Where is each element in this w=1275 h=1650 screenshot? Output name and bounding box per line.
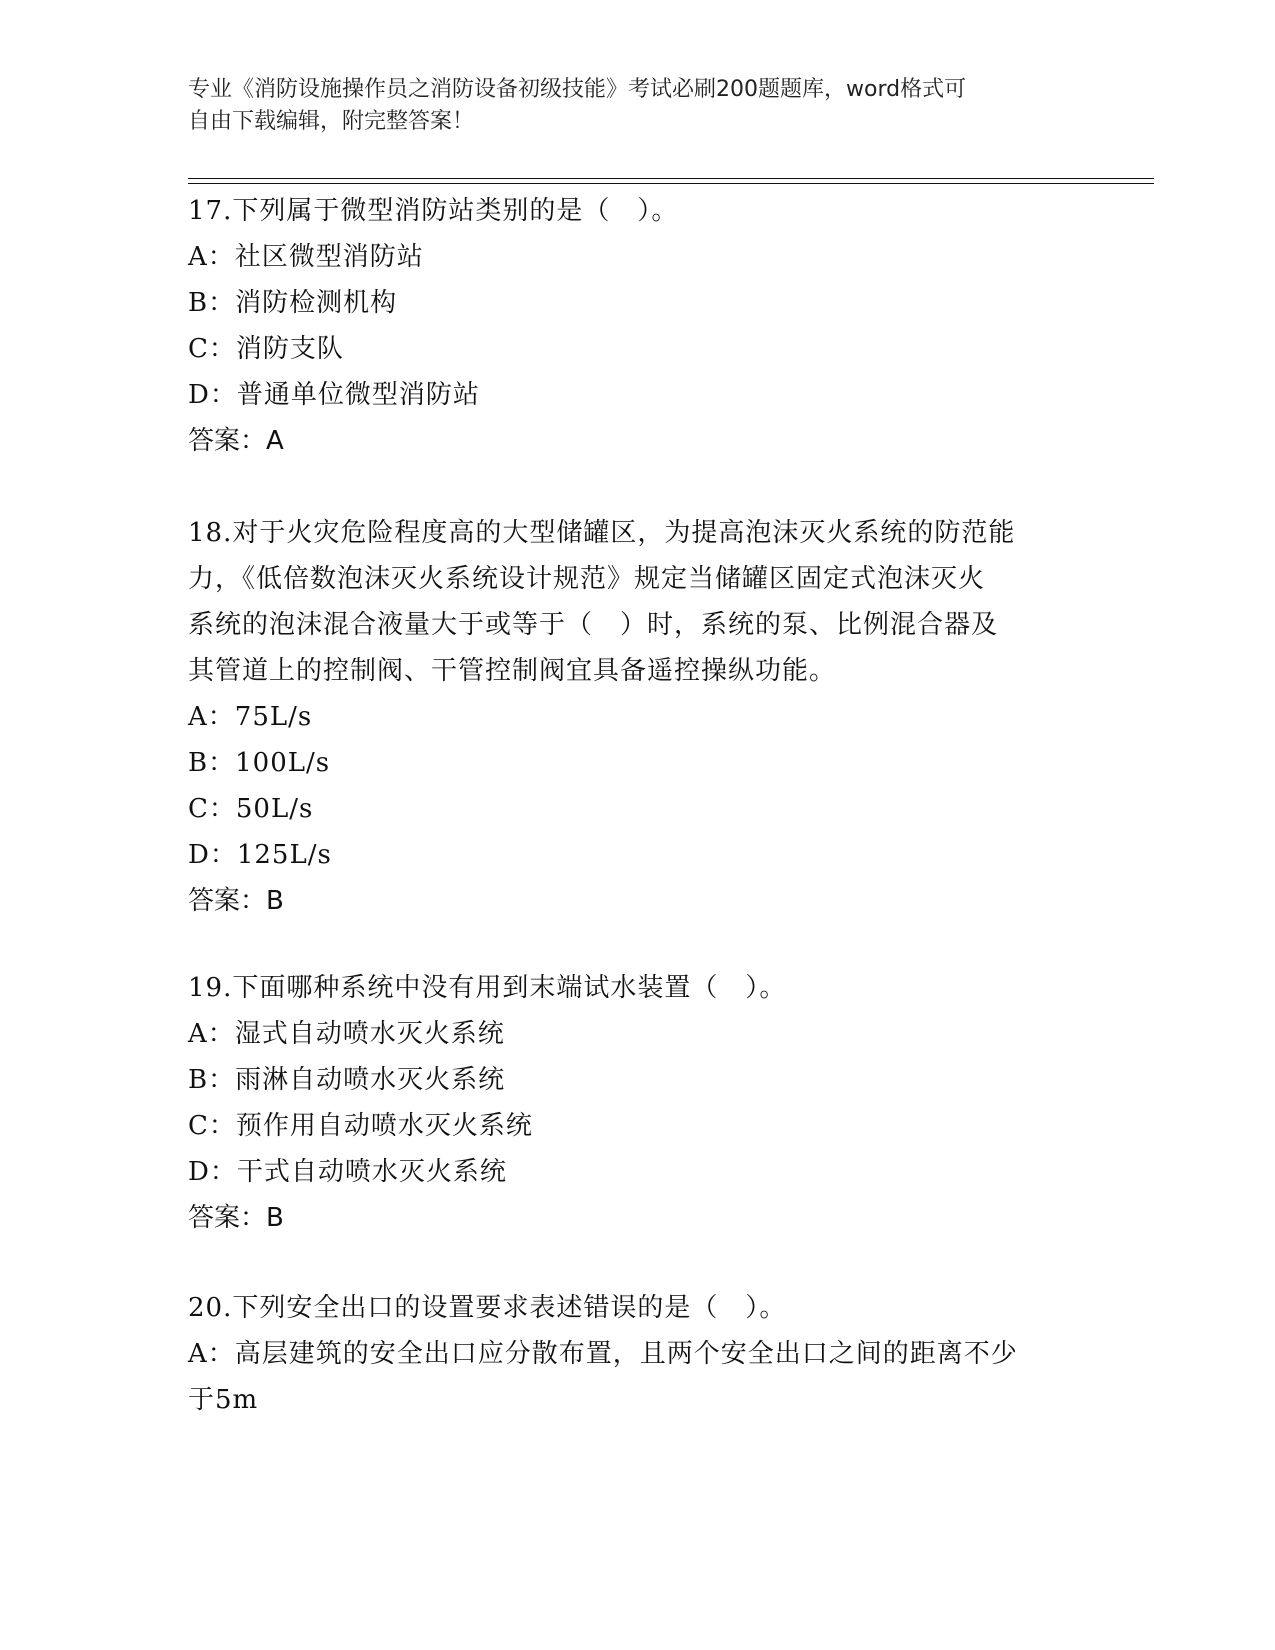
option-b: B：雨淋自动喷水灭火系统: [188, 1065, 506, 1095]
question-stem: 17.下列属于微型消防站类别的是（ ）。: [188, 196, 679, 226]
answer: 答案：B: [188, 886, 284, 916]
option-a: A：湿式自动喷水灭火系统: [188, 1019, 505, 1049]
option-a: A：社区微型消防站: [188, 242, 424, 272]
option-b: B：消防检测机构: [188, 288, 398, 318]
question-stem: 19.下面哪种系统中没有用到末端试水装置（ ）。: [188, 973, 787, 1003]
option-a-line-2: 于5m: [188, 1385, 259, 1415]
option-b: B：100L/s: [188, 748, 331, 778]
option-d: D：干式自动喷水灭火系统: [188, 1157, 507, 1187]
option-c: C：50L/s: [188, 794, 314, 824]
header-divider-top: [188, 178, 1154, 179]
header-line-2: 自由下载编辑，附完整答案！: [188, 109, 475, 134]
answer: 答案：B: [188, 1203, 284, 1233]
question-stem-line-1: 18.对于火灾危险程度高的大型储罐区，为提高泡沫灭火系统的防范能: [188, 518, 1016, 548]
option-c: C：消防支队: [188, 334, 344, 364]
option-c: C：预作用自动喷水灭火系统: [188, 1111, 533, 1141]
option-a-line-1: A：高层建筑的安全出口应分散布置，且两个安全出口之间的距离不少: [188, 1339, 1018, 1369]
question-17: [188, 188, 1088, 464]
option-d: D：普通单位微型消防站: [188, 380, 480, 410]
option-d: D：125L/s: [188, 840, 332, 870]
document-header: [188, 74, 1088, 138]
question-18: [188, 510, 1088, 924]
question-20: [188, 1285, 1088, 1423]
header-divider-bottom: [188, 183, 1154, 184]
question-stem-line-2: 力，《低倍数泡沫灭火系统设计规范》规定当储罐区固定式泡沫灭火: [188, 564, 986, 594]
answer: 答案：A: [188, 426, 284, 456]
question-stem: 20.下列安全出口的设置要求表述错误的是（ ）。: [188, 1293, 787, 1323]
header-line-1: 专业《消防设施操作员之消防设备初级技能》考试必刷200题题库，word格式可: [188, 77, 967, 102]
question-stem-line-3: 系统的泡沫混合液量大于或等于（ ）时，系统的泵、比例混合器及: [188, 610, 999, 640]
question-19: [188, 965, 1088, 1241]
question-stem-line-4: 其管道上的控制阀、干管控制阀宜具备遥控操纵功能。: [188, 656, 837, 686]
option-a: A：75L/s: [188, 702, 313, 732]
